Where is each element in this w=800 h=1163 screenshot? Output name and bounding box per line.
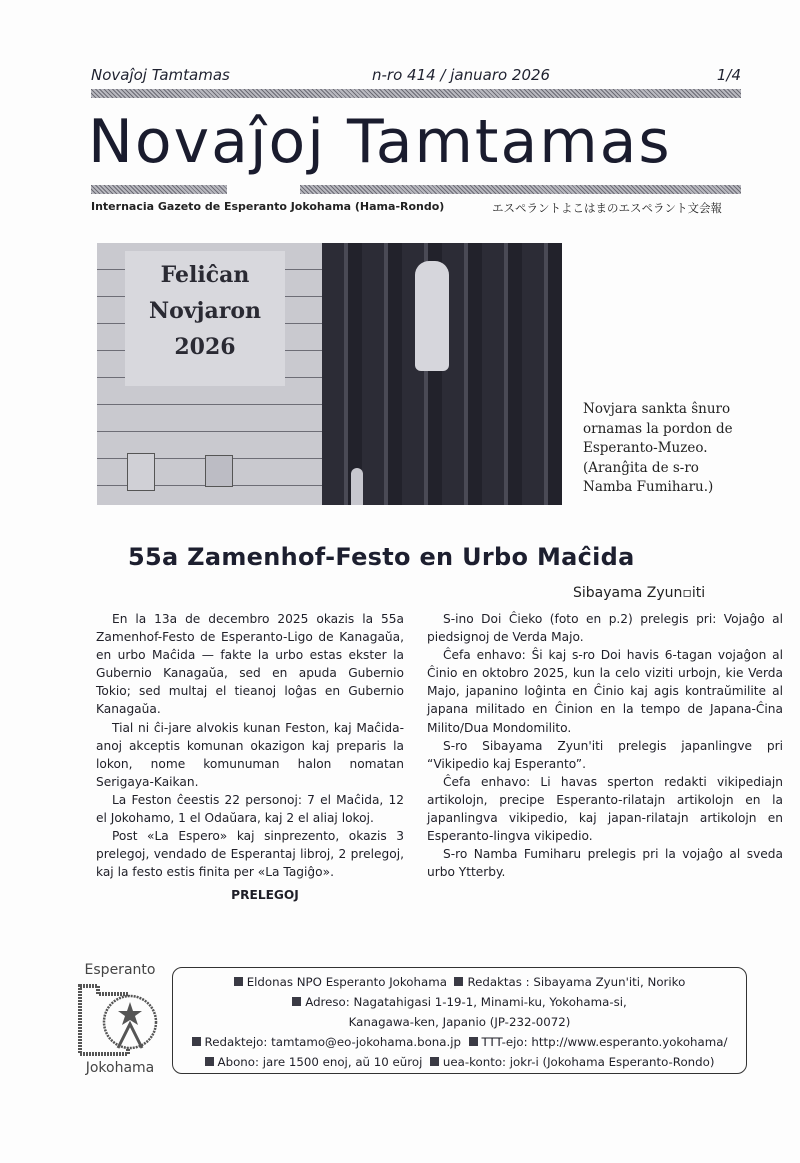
sign-line: Feliĉan bbox=[160, 262, 250, 288]
address-line-1: Adreso: Nagatahigasi 1-19-1, Minami-ku, Yokohama-si, bbox=[305, 995, 627, 1009]
bottom-rule-left bbox=[91, 185, 227, 194]
running-header bbox=[91, 66, 741, 86]
caption-line: Esperanto-Muzeo. bbox=[583, 440, 708, 456]
colophon-box bbox=[172, 967, 747, 1074]
door-handle bbox=[351, 468, 363, 505]
caption-line: (Aranĝita de s-ro bbox=[583, 459, 699, 476]
website[interactable]: TTT-ejo: http://www.esperanto.yokohama/ bbox=[481, 1035, 728, 1049]
logo-text-top: Esperanto bbox=[84, 962, 156, 978]
issue-number: n-ro 414 / januaro 2026 bbox=[372, 66, 551, 84]
bullet-square-icon bbox=[454, 977, 463, 986]
paragraph: Post «La Espero» kaj sinprezento, okazis 3 prelegoj, vendado de Esperantaj libroj, 2 prelegoj, kaj la festo estis finita per «La Tagiĝo». bbox=[96, 829, 404, 880]
logo-emblem-icon bbox=[70, 980, 170, 1060]
sign-line: Novjaron bbox=[148, 298, 262, 324]
editors: Redaktas : Sibayama Zyun'iti, Noriko bbox=[467, 975, 686, 989]
sign-line: 2026 bbox=[174, 334, 236, 360]
mailbox bbox=[205, 455, 233, 487]
bullet-square-icon bbox=[469, 1037, 478, 1046]
email[interactable]: Redaktejo: tamtamo@eo-jokohama.bona.jp bbox=[204, 1035, 462, 1049]
article-column-left bbox=[96, 610, 404, 905]
page-number: 1/4 bbox=[716, 66, 741, 84]
greeting-sign bbox=[125, 251, 285, 386]
bullet-square-icon bbox=[292, 997, 301, 1006]
article-title: 55a Zamenhof-Festo en Urbo Maĉida bbox=[128, 543, 635, 571]
bullet-square-icon bbox=[430, 1057, 439, 1066]
esperanto-jokohama-logo bbox=[70, 962, 170, 1080]
new-year-photo bbox=[97, 243, 562, 505]
caption-line: Novjara sankta ŝnuro bbox=[583, 401, 731, 417]
paragraph: Tial ni ĉi-jare alvokis kunan Feston, kaj Maĉida-anoj akceptis komunan okazigon kaj preparis la lokon, nome komunuman halon nomatan Serigaya-Kaikan. bbox=[96, 720, 404, 789]
subscription: Abono: jare 1500 enoj, aŭ 10 eŭroj bbox=[217, 1055, 423, 1069]
paragraph: En la 13a de decembro 2025 okazis la 55a Zamenhof-Festo de Esperanto-Ligo de Kanagaŭa, en urbo Maĉida — fakte la urbo estas ekster la Gubernio Kanagaŭa, sed en apuda Gubernio Tokio; sed multaj el tieanoj loĝas en Gubernio Kanagaŭa. bbox=[96, 612, 404, 717]
running-title: Novaĵoj Tamtamas bbox=[91, 66, 230, 84]
subtitle-japanese: エスペラントよこはまのエスペラント文会報 bbox=[492, 201, 722, 215]
section-heading: PRELEGOJ bbox=[231, 888, 299, 903]
intercom bbox=[127, 453, 155, 491]
publisher: Eldonas NPO Esperanto Jokohama bbox=[246, 975, 447, 989]
article-column-right bbox=[427, 610, 783, 881]
caption-line: Namba Fumiharu.) bbox=[583, 479, 714, 495]
paragraph: S-ro Sibayama Zyun'iti prelegis japanlingve pri “Vikipedio kaj Esperanto”. bbox=[427, 738, 783, 771]
paragraph: S-ro Namba Fumiharu prelegis pri la vojaĝo al sveda urbo Ytterby. bbox=[427, 847, 783, 880]
paragraph: Ĉefa enhavo: Li havas sperton redakti vikipediajn artikolojn, precipe Esperanto-rilatajn artikolojn en la japanlingva vikipedio, kaj japan-rilatajn artikolojn en Esperanto-lingva vikipedio. bbox=[427, 774, 783, 844]
bullet-square-icon bbox=[234, 977, 243, 986]
caption-line: ornamas la pordon de bbox=[583, 420, 733, 437]
subtitle: Internacia Gazeto de Esperanto Jokohama (Hama-Rondo) bbox=[91, 200, 445, 213]
logo-text-bottom: Jokohama bbox=[85, 1060, 155, 1076]
paragraph: Ĉefa enhavo: Ŝi kaj s-ro Doi havis 6-tagan vojaĝon al Ĉinio en oktobro 2025, kun la celo viziti urbojn, kie Verda Majo, japanino loĝinta en Ĉinio kaj agis kontraŭmilite al japana militado en Ĉinion en la tempo de Japana-Ĉina Milito/Dua Mondomilito. bbox=[427, 648, 783, 735]
uea-account: uea-konto: jokr-i (Jokohama Esperanto-Rondo) bbox=[442, 1055, 715, 1069]
photo-caption bbox=[583, 400, 783, 498]
paragraph: S-ino Doi Ĉieko (foto en p.2) prelegis pri: Vojaĝo al piedsignoj de Verda Majo. bbox=[427, 612, 783, 645]
bullet-square-icon bbox=[192, 1037, 201, 1046]
paragraph: La Feston ĉeestis 22 personoj: 7 el Maĉida, 12 el Jokohamo, 1 el Odaŭara, kaj 2 el aliaj lokoj. bbox=[96, 792, 404, 826]
address-line-2: Kanagawa-ken, Japanio (JP-232-0072) bbox=[348, 1015, 571, 1029]
bullet-square-icon bbox=[205, 1057, 214, 1066]
masthead-title: Novaĵoj Tamtamas bbox=[88, 107, 672, 177]
bottom-rule-right bbox=[300, 185, 741, 194]
article-author: Sibayama Zyun▫iti bbox=[573, 585, 706, 601]
shimenawa-ornament bbox=[415, 261, 449, 371]
